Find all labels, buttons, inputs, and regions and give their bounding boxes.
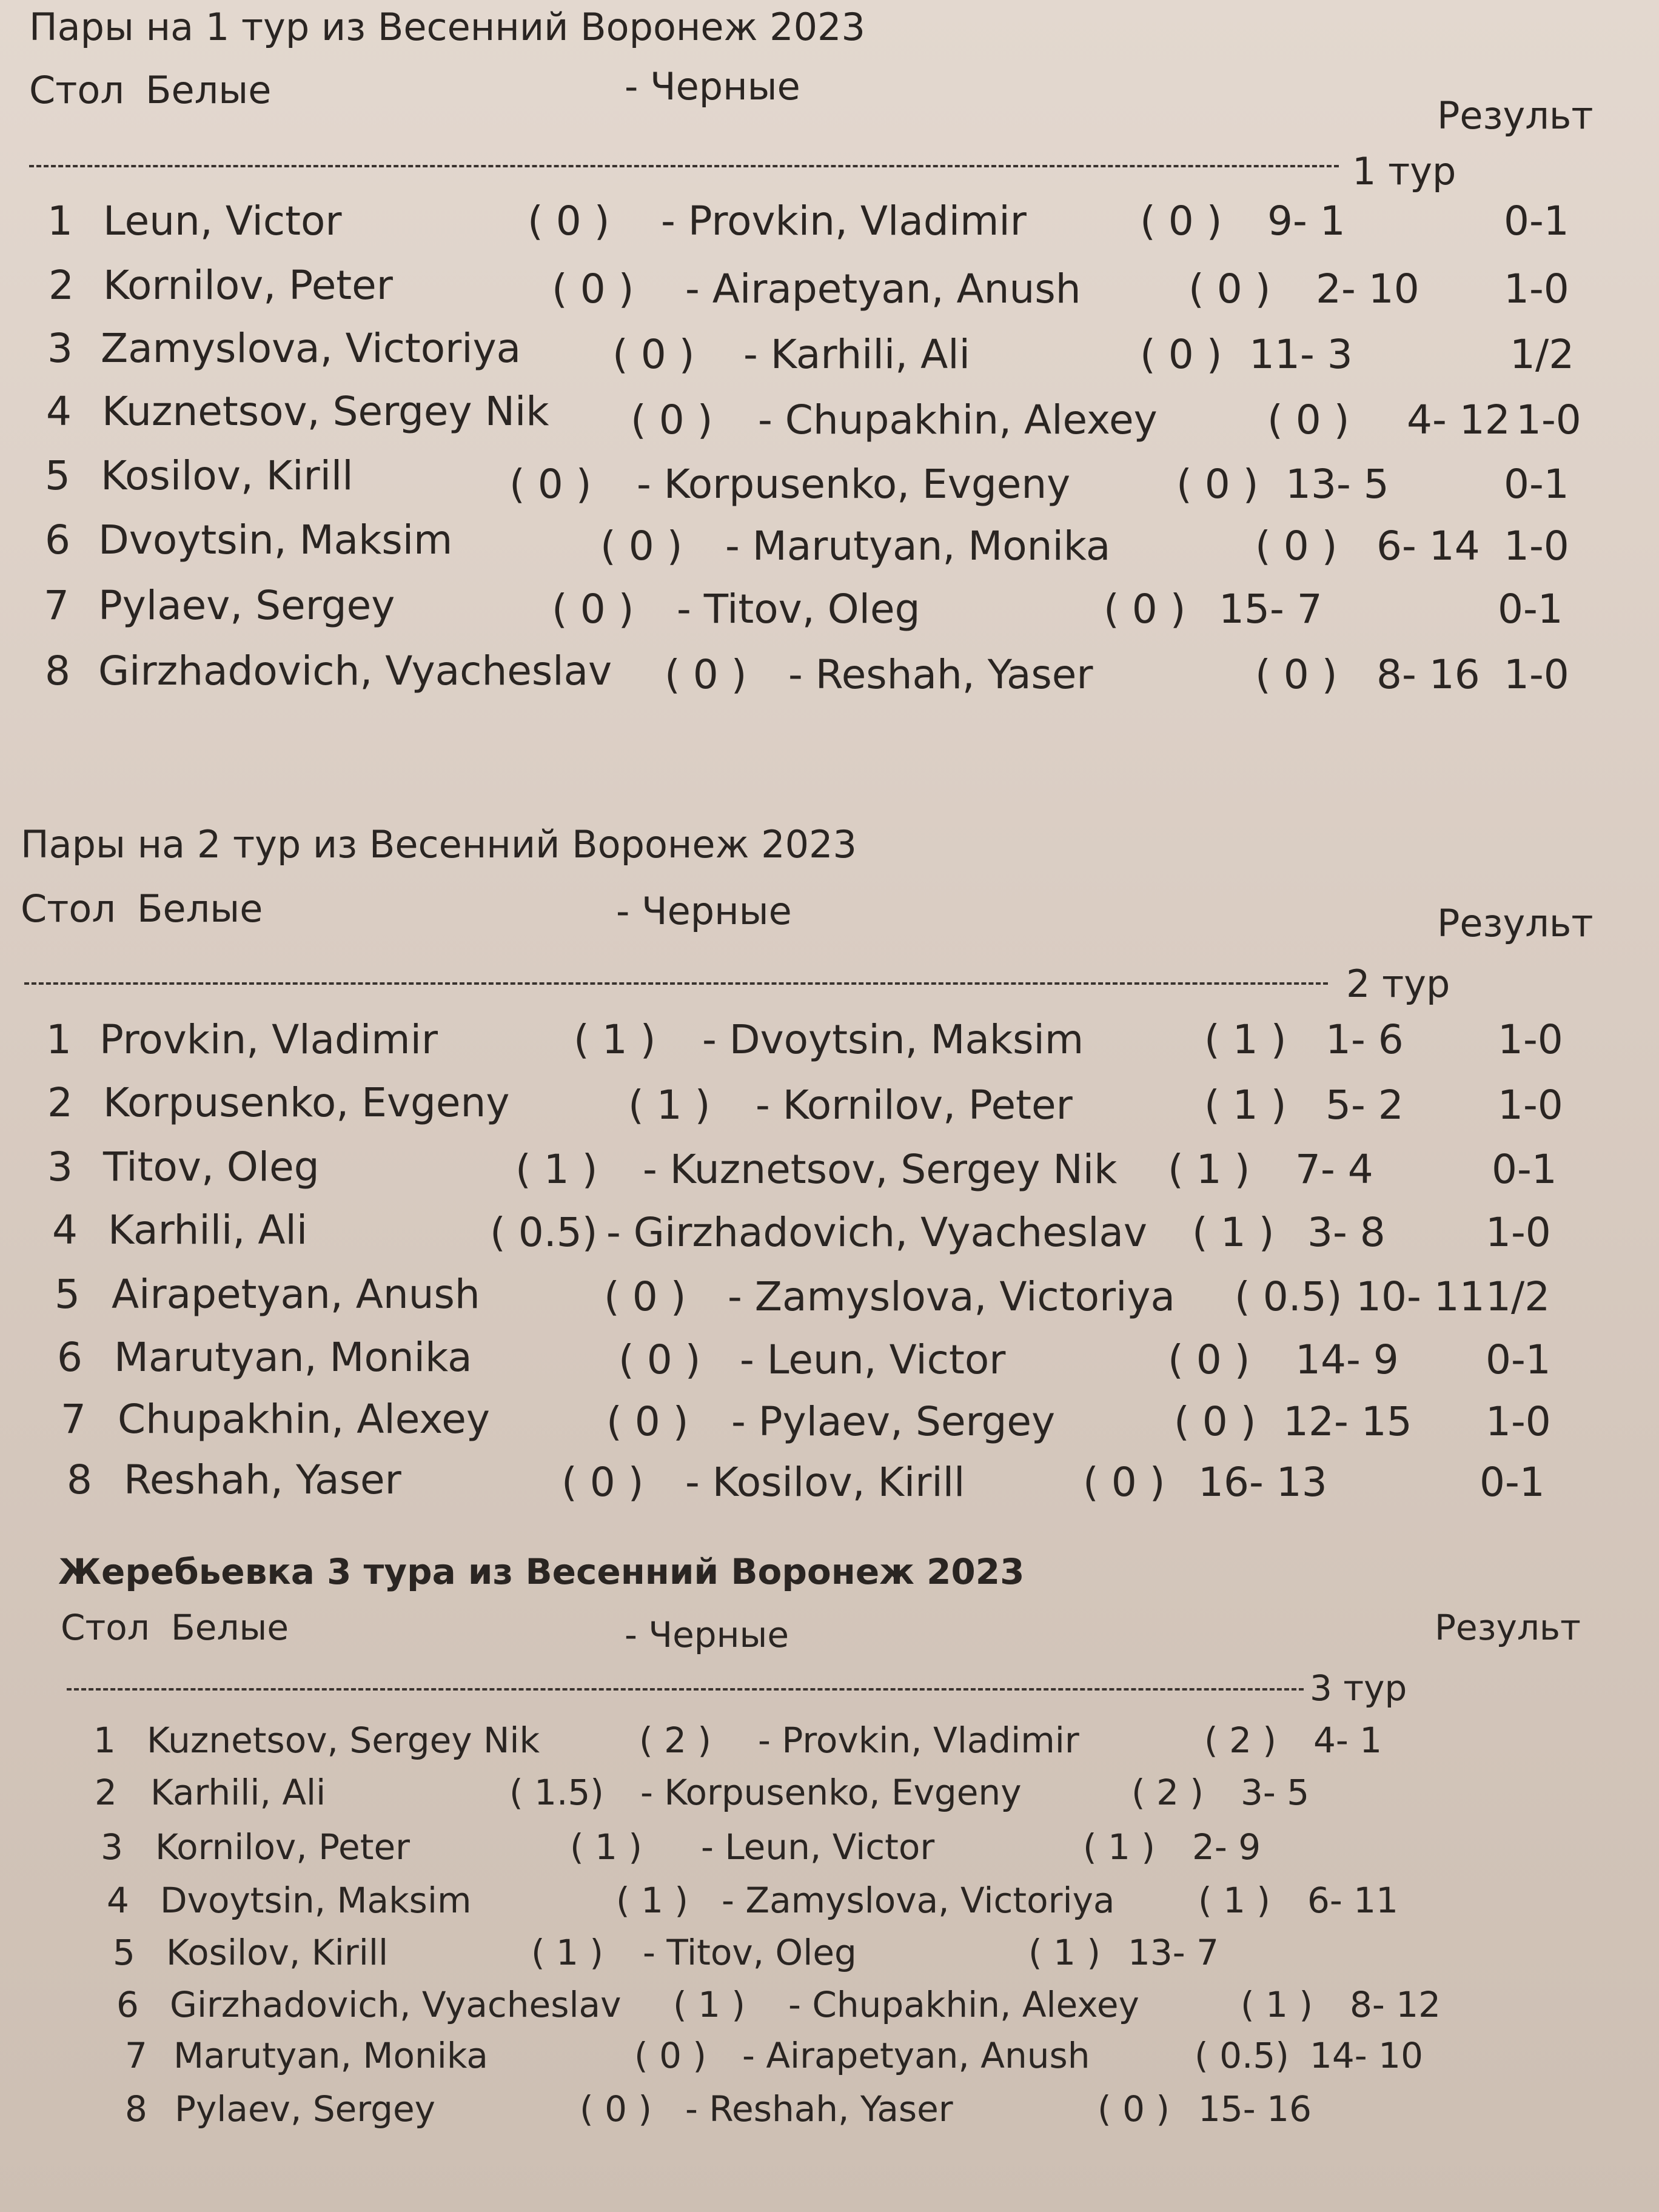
- pairing-numbers: 13- 7: [1128, 1932, 1219, 1973]
- board-number: 1: [93, 1720, 116, 1761]
- white-player: Airapetyan, Anush: [112, 1271, 480, 1318]
- board-number: 5: [45, 452, 70, 499]
- game-result: 1-0: [1504, 651, 1569, 698]
- black-points: ( 0 ): [1104, 586, 1186, 632]
- black-player: - Leun, Victor: [701, 1826, 935, 1868]
- divider-line: [67, 1688, 1304, 1691]
- black-player: - Korpusenko, Evgeny: [637, 461, 1071, 508]
- black-player: - Titov, Oleg: [643, 1932, 857, 1973]
- pairing-numbers: 6- 14: [1376, 523, 1480, 569]
- pairing-numbers: 14- 9: [1295, 1336, 1399, 1383]
- black-points: ( 0 ): [1255, 651, 1338, 698]
- table-row: [0, 517, 1659, 571]
- black-points: ( 0 ): [1267, 397, 1350, 443]
- board-number: 8: [125, 2088, 147, 2130]
- black-player: - Airapetyan, Anush: [742, 2035, 1090, 2076]
- black-points: ( 1 ): [1241, 1984, 1313, 2025]
- pairing-numbers: 9- 1: [1267, 198, 1346, 244]
- pairing-numbers: 13- 5: [1285, 461, 1389, 508]
- table-row: [0, 1016, 1659, 1071]
- table-row: [0, 1079, 1659, 1134]
- white-player: Kornilov, Peter: [155, 1826, 410, 1868]
- black-points: ( 1 ): [1192, 1209, 1275, 1256]
- black-player: - Provkin, Vladimir: [758, 1720, 1079, 1761]
- black-player: - Korpusenko, Evgeny: [640, 1772, 1022, 1813]
- round-1-label: 1 тур: [1352, 149, 1456, 193]
- black-player: - Reshah, Yaser: [788, 651, 1093, 698]
- game-result: 0-1: [1486, 1336, 1551, 1383]
- white-player: Dvoytsin, Maksim: [160, 1880, 472, 1921]
- table-row: [0, 1984, 1659, 2033]
- white-player: Pylaev, Sergey: [98, 582, 395, 629]
- black-points: ( 0 ): [1098, 2088, 1170, 2130]
- white-player: Kosilov, Kirill: [166, 1932, 389, 1973]
- table-row: [0, 1144, 1659, 1198]
- white-player: Marutyan, Monika: [173, 2035, 488, 2076]
- white-player: Kuznetsov, Sergey Nik: [147, 1720, 540, 1761]
- black-player: - Kornilov, Peter: [756, 1082, 1073, 1128]
- white-points: ( 0 ): [612, 331, 695, 378]
- board-number: 2: [47, 1079, 73, 1126]
- white-points: ( 1 ): [628, 1082, 711, 1128]
- white-player: Kuznetsov, Sergey Nik: [102, 388, 549, 435]
- black-player: - Girzhadovich, Vyacheslav: [606, 1209, 1147, 1256]
- black-player: - Reshah, Yaser: [685, 2088, 953, 2130]
- black-player: - Provkin, Vladimir: [661, 198, 1027, 244]
- pairing-numbers: 16- 13: [1198, 1459, 1327, 1506]
- black-points: ( 0 ): [1255, 523, 1338, 569]
- white-points: ( 1 ): [616, 1880, 689, 1921]
- table-row: [0, 1396, 1659, 1450]
- white-player: Karhili, Ali: [108, 1207, 308, 1253]
- white-points: ( 0 ): [631, 397, 713, 443]
- black-points: ( 0 ): [1083, 1459, 1165, 1506]
- board-number: 4: [52, 1207, 78, 1253]
- black-player: - Chupakhin, Alexey: [758, 397, 1158, 443]
- table-row: [0, 2088, 1659, 2137]
- white-points: ( 1 ): [570, 1826, 643, 1868]
- board-number: 6: [45, 517, 70, 563]
- black-points: ( 0 ): [1188, 266, 1271, 312]
- white-points: ( 0 ): [606, 1398, 689, 1445]
- white-points: ( 1 ): [531, 1932, 604, 1973]
- board-number: 8: [45, 648, 70, 694]
- table-row: [0, 1720, 1659, 1768]
- pairing-numbers: 10- 11: [1356, 1273, 1485, 1320]
- white-player: Karhili, Ali: [150, 1772, 326, 1813]
- white-points: ( 0 ): [665, 651, 747, 698]
- white-points: ( 1 ): [515, 1146, 598, 1193]
- white-player: Leun, Victor: [103, 198, 342, 244]
- white-points: ( 0 ): [580, 2088, 652, 2130]
- white-player: Kosilov, Kirill: [101, 452, 354, 499]
- white-player: Korpusenko, Evgeny: [103, 1079, 510, 1126]
- game-result: 1/2: [1486, 1273, 1550, 1320]
- black-points: ( 2 ): [1131, 1772, 1204, 1813]
- white-points: ( 2 ): [639, 1720, 712, 1761]
- table-row: [0, 1334, 1659, 1389]
- divider-line: [29, 165, 1339, 167]
- table-row: [0, 1932, 1659, 1980]
- board-number: 3: [47, 325, 73, 372]
- white-player: Marutyan, Monika: [114, 1334, 472, 1381]
- column-header-white: Белые: [137, 886, 263, 931]
- pairing-numbers: 2- 10: [1316, 266, 1419, 312]
- column-header-black: - Черные: [616, 889, 792, 933]
- white-player: Titov, Oleg: [103, 1144, 320, 1190]
- column-header-result: Результ: [1437, 901, 1594, 945]
- white-points: ( 1.5): [509, 1772, 604, 1813]
- board-number: 1: [46, 1016, 72, 1063]
- game-result: 1-0: [1498, 1016, 1563, 1063]
- black-player: - Zamyslova, Victoriya: [722, 1880, 1115, 1921]
- game-result: 1/2: [1510, 331, 1575, 378]
- black-points: ( 1 ): [1028, 1932, 1101, 1973]
- board-number: 1: [47, 198, 73, 244]
- table-row: [0, 325, 1659, 380]
- board-number: 3: [47, 1144, 73, 1190]
- white-points: ( 0 ): [600, 523, 683, 569]
- column-header-white: Белые: [146, 68, 272, 112]
- table-row: [0, 648, 1659, 702]
- pairing-numbers: 4- 1: [1313, 1720, 1382, 1761]
- white-points: ( 1 ): [673, 1984, 746, 2025]
- board-number: 5: [113, 1932, 135, 1973]
- table-row: [0, 1207, 1659, 1261]
- board-number: 7: [61, 1396, 86, 1443]
- black-points: ( 0 ): [1140, 198, 1222, 244]
- pairing-numbers: 14- 10: [1310, 2035, 1423, 2076]
- black-points: ( 1 ): [1204, 1016, 1287, 1063]
- table-row: [0, 1880, 1659, 1928]
- black-player: - Kuznetsov, Sergey Nik: [643, 1146, 1118, 1193]
- white-player: Reshah, Yaser: [124, 1456, 401, 1503]
- white-player: Dvoytsin, Maksim: [98, 517, 453, 563]
- white-points: ( 0.5): [490, 1209, 598, 1256]
- white-player: Girzhadovich, Vyacheslav: [98, 648, 612, 694]
- black-player: - Kosilov, Kirill: [685, 1459, 965, 1506]
- round-3-title: Жеребьевка 3 тура из Весенний Воронеж 2023: [58, 1551, 1025, 1592]
- table-row: [0, 2035, 1659, 2083]
- table-row: [0, 1826, 1659, 1875]
- game-result: 1-0: [1498, 1082, 1563, 1128]
- black-points: ( 1 ): [1168, 1146, 1250, 1193]
- pairing-numbers: 3- 8: [1307, 1209, 1386, 1256]
- game-result: 0-1: [1504, 198, 1569, 244]
- pairing-numbers: 2- 9: [1192, 1826, 1261, 1868]
- black-player: - Karhili, Ali: [743, 331, 970, 378]
- game-result: 0-1: [1492, 1146, 1557, 1193]
- table-row: [0, 1772, 1659, 1820]
- round-2-label: 2 тур: [1346, 962, 1450, 1006]
- black-points: ( 0 ): [1140, 331, 1222, 378]
- table-row: [0, 582, 1659, 637]
- white-points: ( 0 ): [552, 266, 634, 312]
- board-number: 2: [49, 262, 74, 309]
- table-row: [0, 388, 1659, 443]
- white-points: ( 0 ): [561, 1459, 644, 1506]
- white-points: ( 0 ): [528, 198, 610, 244]
- black-player: - Titov, Oleg: [677, 586, 920, 632]
- black-player: - Pylaev, Sergey: [731, 1398, 1056, 1445]
- black-player: - Leun, Victor: [740, 1336, 1006, 1383]
- white-points: ( 0 ): [509, 461, 592, 508]
- table-row: [0, 1456, 1659, 1511]
- game-result: 0-1: [1504, 461, 1569, 508]
- column-header-table: Стол: [21, 886, 116, 931]
- black-points: ( 2 ): [1204, 1720, 1277, 1761]
- white-points: ( 1 ): [574, 1016, 656, 1063]
- column-header-result: Результ: [1437, 93, 1594, 138]
- board-number: 3: [101, 1826, 123, 1868]
- pairing-numbers: 11- 3: [1249, 331, 1353, 378]
- round-2-title: Пары на 2 тур из Весенний Воронеж 2023: [21, 822, 857, 866]
- game-result: 1-0: [1516, 397, 1581, 443]
- white-player: Provkin, Vladimir: [99, 1016, 438, 1063]
- column-header-table: Стол: [61, 1607, 150, 1648]
- pairing-numbers: 15- 16: [1198, 2088, 1312, 2130]
- table-row: [0, 262, 1659, 317]
- game-result: 1-0: [1486, 1398, 1551, 1445]
- board-number: 7: [44, 582, 69, 629]
- pairing-numbers: 7- 4: [1295, 1146, 1373, 1193]
- black-points: ( 0 ): [1174, 1398, 1256, 1445]
- board-number: 5: [55, 1271, 80, 1318]
- white-player: Zamyslova, Victoriya: [101, 325, 521, 372]
- column-header-white: Белые: [171, 1607, 289, 1648]
- black-player: - Zamyslova, Victoriya: [728, 1273, 1175, 1320]
- black-points: ( 1 ): [1198, 1880, 1271, 1921]
- pairing-numbers: 6- 11: [1307, 1880, 1399, 1921]
- black-points: ( 0 ): [1168, 1336, 1250, 1383]
- round-1-title: Пары на 1 тур из Весенний Воронеж 2023: [29, 5, 865, 49]
- table-row: [0, 1271, 1659, 1326]
- board-number: 8: [67, 1456, 92, 1503]
- board-number: 4: [46, 388, 72, 435]
- white-points: ( 0 ): [604, 1273, 686, 1320]
- black-points: ( 0 ): [1176, 461, 1259, 508]
- white-points: ( 0 ): [552, 586, 634, 632]
- black-player: - Chupakhin, Alexey: [788, 1984, 1139, 2025]
- pairing-numbers: 1- 6: [1326, 1016, 1404, 1063]
- game-result: 0-1: [1480, 1459, 1545, 1506]
- table-row: [0, 198, 1659, 252]
- column-header-result: Результ: [1435, 1607, 1581, 1648]
- black-points: ( 1 ): [1083, 1826, 1156, 1868]
- black-player: - Dvoytsin, Maksim: [702, 1016, 1084, 1063]
- board-number: 4: [107, 1880, 129, 1921]
- game-result: 1-0: [1504, 523, 1569, 569]
- board-number: 6: [57, 1334, 82, 1381]
- white-points: ( 0 ): [618, 1336, 701, 1383]
- white-player: Girzhadovich, Vyacheslav: [170, 1984, 622, 2025]
- pairing-numbers: 8- 16: [1376, 651, 1480, 698]
- round-3-label: 3 тур: [1310, 1667, 1407, 1709]
- game-result: 1-0: [1504, 266, 1569, 312]
- board-number: 7: [125, 2035, 147, 2076]
- divider-line: [24, 982, 1328, 985]
- pairing-numbers: 12- 15: [1283, 1398, 1412, 1445]
- game-result: 1-0: [1486, 1209, 1551, 1256]
- column-header-black: - Черные: [625, 64, 800, 109]
- white-player: Chupakhin, Alexey: [118, 1396, 490, 1443]
- black-player: - Airapetyan, Anush: [685, 266, 1081, 312]
- black-points: ( 0.5): [1235, 1273, 1342, 1320]
- game-result: 0-1: [1498, 586, 1563, 632]
- white-player: Kornilov, Peter: [103, 262, 393, 309]
- white-player: Pylaev, Sergey: [175, 2088, 435, 2130]
- black-player: - Marutyan, Monika: [725, 523, 1111, 569]
- black-points: ( 1 ): [1204, 1082, 1287, 1128]
- pairing-numbers: 8- 12: [1350, 1984, 1441, 2025]
- column-header-table: Стол: [29, 68, 124, 112]
- pairing-numbers: 5- 2: [1326, 1082, 1404, 1128]
- board-number: 2: [95, 1772, 117, 1813]
- pairing-numbers: 3- 5: [1241, 1772, 1310, 1813]
- pairing-numbers: 15- 7: [1219, 586, 1322, 632]
- column-header-black: - Черные: [625, 1614, 789, 1655]
- pairing-numbers: 4- 12: [1407, 397, 1510, 443]
- black-points: ( 0.5): [1195, 2035, 1289, 2076]
- white-points: ( 0 ): [634, 2035, 707, 2076]
- board-number: 6: [116, 1984, 139, 2025]
- table-row: [0, 452, 1659, 507]
